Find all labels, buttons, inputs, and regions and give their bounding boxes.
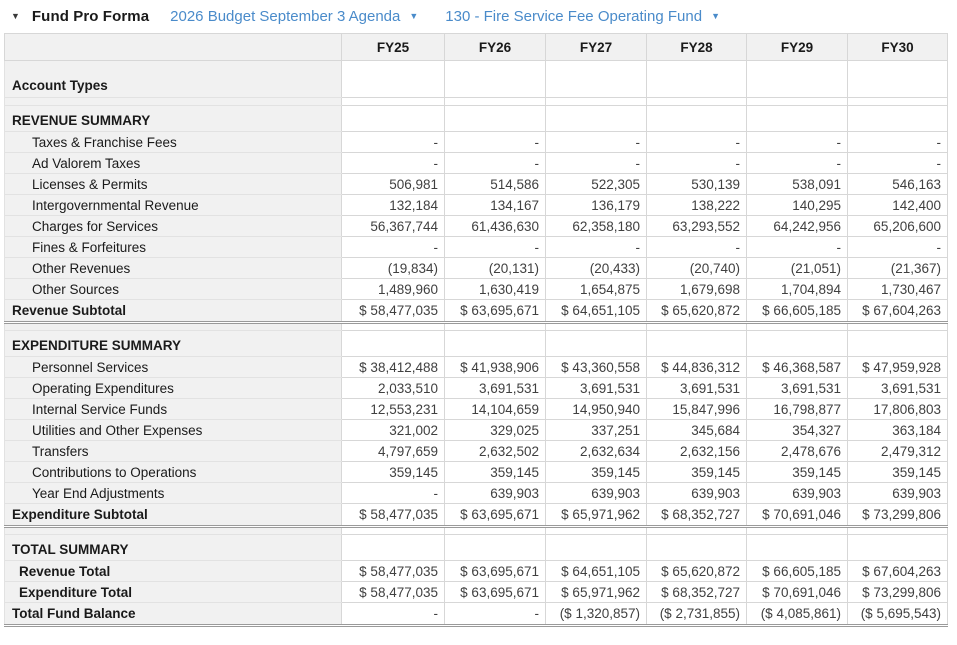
table-row — [5, 441, 948, 462]
cell-fy29 — [747, 331, 848, 357]
cell-fy25: 321,002 — [342, 420, 445, 441]
cell-fy29: 1,704,894 — [747, 279, 848, 300]
table-row — [5, 331, 948, 357]
cell-fy30: 142,400 — [848, 195, 948, 216]
cell-fy30: - — [848, 237, 948, 258]
toolbar — [0, 0, 957, 33]
cell-fy28 — [647, 535, 747, 561]
table-row — [5, 378, 948, 399]
cell-fy27: 359,145 — [546, 462, 647, 483]
column-header-fy28: FY28 — [647, 34, 747, 61]
cell-fy28: 359,145 — [647, 462, 747, 483]
cell-fy26: 2,632,502 — [445, 441, 546, 462]
row-label: Utilities and Other Expenses — [5, 420, 342, 441]
cell-fy30 — [848, 527, 948, 535]
cell-fy30: (21,367) — [848, 258, 948, 279]
cell-fy26 — [445, 61, 546, 98]
cell-fy26: - — [445, 153, 546, 174]
cell-fy30: - — [848, 132, 948, 153]
cell-fy29: (21,051) — [747, 258, 848, 279]
budget-selector-label: 2026 Budget September 3 Agenda — [170, 8, 401, 25]
row-label — [5, 527, 342, 535]
row-label: Taxes & Franchise Fees — [5, 132, 342, 153]
cell-fy29: $ 46,368,587 — [747, 357, 848, 378]
cell-fy29: 538,091 — [747, 174, 848, 195]
table-row — [5, 357, 948, 378]
cell-fy28: 639,903 — [647, 483, 747, 504]
cell-fy30: $ 47,959,928 — [848, 357, 948, 378]
cell-fy25: 2,033,510 — [342, 378, 445, 399]
cell-fy30: 363,184 — [848, 420, 948, 441]
cell-fy29 — [747, 61, 848, 98]
row-label: Year End Adjustments — [5, 483, 342, 504]
column-header-fy27: FY27 — [546, 34, 647, 61]
cell-fy26: - — [445, 603, 546, 626]
cell-fy29: 639,903 — [747, 483, 848, 504]
row-label: Expenditure Subtotal — [5, 504, 342, 527]
cell-fy27 — [546, 98, 647, 106]
table-row — [5, 216, 948, 237]
cell-fy29: 359,145 — [747, 462, 848, 483]
table-row — [5, 153, 948, 174]
cell-fy29: 16,798,877 — [747, 399, 848, 420]
cell-fy25: - — [342, 237, 445, 258]
cell-fy29: $ 66,605,185 — [747, 561, 848, 582]
cell-fy26 — [445, 527, 546, 535]
cell-fy26: - — [445, 237, 546, 258]
cell-fy28: - — [647, 153, 747, 174]
cell-fy30 — [848, 323, 948, 331]
row-label: Operating Expenditures — [5, 378, 342, 399]
cell-fy27 — [546, 61, 647, 98]
cell-fy30: 2,479,312 — [848, 441, 948, 462]
cell-fy27 — [546, 323, 647, 331]
cell-fy30: 17,806,803 — [848, 399, 948, 420]
table-row — [5, 300, 948, 323]
cell-fy30 — [848, 98, 948, 106]
chevron-down-icon: ▼ — [409, 11, 419, 21]
cell-fy28: 63,293,552 — [647, 216, 747, 237]
cell-fy30 — [848, 106, 948, 132]
row-label: Revenue Subtotal — [5, 300, 342, 323]
cell-fy27: 136,179 — [546, 195, 647, 216]
cell-fy29: 140,295 — [747, 195, 848, 216]
cell-fy26: 14,104,659 — [445, 399, 546, 420]
cell-fy25 — [342, 331, 445, 357]
cell-fy29 — [747, 527, 848, 535]
cell-fy28 — [647, 331, 747, 357]
cell-fy27: - — [546, 153, 647, 174]
cell-fy30: 65,206,600 — [848, 216, 948, 237]
cell-fy25: 359,145 — [342, 462, 445, 483]
cell-fy29 — [747, 98, 848, 106]
cell-fy26: 1,630,419 — [445, 279, 546, 300]
cell-fy27: $ 64,651,105 — [546, 300, 647, 323]
table-row — [5, 561, 948, 582]
cell-fy26: - — [445, 132, 546, 153]
cell-fy25: - — [342, 483, 445, 504]
cell-fy27 — [546, 535, 647, 561]
row-label: Account Types — [5, 61, 342, 98]
column-header-fy26: FY26 — [445, 34, 546, 61]
spacer-row — [5, 527, 948, 535]
table-row — [5, 106, 948, 132]
row-label — [5, 323, 342, 331]
table-row — [5, 258, 948, 279]
table-row — [5, 195, 948, 216]
cell-fy29: 64,242,956 — [747, 216, 848, 237]
cell-fy30: 639,903 — [848, 483, 948, 504]
cell-fy26 — [445, 323, 546, 331]
cell-fy25: 1,489,960 — [342, 279, 445, 300]
cell-fy25 — [342, 527, 445, 535]
cell-fy26 — [445, 106, 546, 132]
row-label: EXPENDITURE SUMMARY — [5, 331, 342, 357]
table-row — [5, 132, 948, 153]
cell-fy27: 14,950,940 — [546, 399, 647, 420]
cell-fy26: 639,903 — [445, 483, 546, 504]
cell-fy30: - — [848, 153, 948, 174]
cell-fy28: $ 44,836,312 — [647, 357, 747, 378]
cell-fy25 — [342, 61, 445, 98]
table-row — [5, 420, 948, 441]
table-row — [5, 462, 948, 483]
cell-fy28: - — [647, 237, 747, 258]
table-row — [5, 504, 948, 527]
cell-fy27: 1,654,875 — [546, 279, 647, 300]
row-label: Personnel Services — [5, 357, 342, 378]
spacer-row — [5, 98, 948, 106]
cell-fy27: - — [546, 132, 647, 153]
cell-fy28 — [647, 527, 747, 535]
cell-fy25: (19,834) — [342, 258, 445, 279]
cell-fy26: 134,167 — [445, 195, 546, 216]
cell-fy29: 354,327 — [747, 420, 848, 441]
cell-fy29 — [747, 535, 848, 561]
cell-fy29: $ 70,691,046 — [747, 582, 848, 603]
cell-fy28 — [647, 323, 747, 331]
cell-fy29: 3,691,531 — [747, 378, 848, 399]
cell-fy29: $ 70,691,046 — [747, 504, 848, 527]
cell-fy27: 337,251 — [546, 420, 647, 441]
budget-selector-dropdown[interactable] — [170, 8, 418, 25]
cell-fy26: $ 63,695,671 — [445, 504, 546, 527]
cell-fy30: $ 67,604,263 — [848, 561, 948, 582]
cell-fy27: $ 64,651,105 — [546, 561, 647, 582]
cell-fy26: $ 63,695,671 — [445, 300, 546, 323]
cell-fy27 — [546, 527, 647, 535]
table-row — [5, 582, 948, 603]
cell-fy25: 506,981 — [342, 174, 445, 195]
fund-selector-label: 130 - Fire Service Fee Operating Fund — [445, 8, 703, 25]
table-row — [5, 399, 948, 420]
cell-fy26: 61,436,630 — [445, 216, 546, 237]
fund-selector-dropdown[interactable] — [445, 8, 720, 25]
cell-fy25 — [342, 535, 445, 561]
cell-fy27: (20,433) — [546, 258, 647, 279]
column-header-fy25: FY25 — [342, 34, 445, 61]
cell-fy28: - — [647, 132, 747, 153]
cell-fy28 — [647, 106, 747, 132]
cell-fy28: 15,847,996 — [647, 399, 747, 420]
row-label: Transfers — [5, 441, 342, 462]
cell-fy30 — [848, 535, 948, 561]
collapse-caret-icon[interactable]: ▼ — [11, 11, 20, 21]
cell-fy26: 359,145 — [445, 462, 546, 483]
cell-fy27: 3,691,531 — [546, 378, 647, 399]
row-label: Contributions to Operations — [5, 462, 342, 483]
row-label: Intergovernmental Revenue — [5, 195, 342, 216]
cell-fy29 — [747, 106, 848, 132]
cell-fy29: 2,478,676 — [747, 441, 848, 462]
cell-fy30 — [848, 331, 948, 357]
cell-fy25 — [342, 106, 445, 132]
cell-fy26: (20,131) — [445, 258, 546, 279]
spacer-row — [5, 323, 948, 331]
cell-fy27: $ 65,971,962 — [546, 582, 647, 603]
cell-fy28: 3,691,531 — [647, 378, 747, 399]
cell-fy28: 2,632,156 — [647, 441, 747, 462]
row-label: Other Sources — [5, 279, 342, 300]
cell-fy28: $ 68,352,727 — [647, 504, 747, 527]
row-label: Revenue Total — [5, 561, 342, 582]
cell-fy26: $ 41,938,906 — [445, 357, 546, 378]
row-label: REVENUE SUMMARY — [5, 106, 342, 132]
cell-fy28: 530,139 — [647, 174, 747, 195]
cell-fy25 — [342, 323, 445, 331]
cell-fy25: $ 38,412,488 — [342, 357, 445, 378]
cell-fy25: 132,184 — [342, 195, 445, 216]
cell-fy25: $ 58,477,035 — [342, 561, 445, 582]
cell-fy30: ($ 5,695,543) — [848, 603, 948, 626]
table-row — [5, 279, 948, 300]
cell-fy25: 4,797,659 — [342, 441, 445, 462]
cell-fy25: - — [342, 153, 445, 174]
cell-fy25: - — [342, 132, 445, 153]
table-row — [5, 535, 948, 561]
cell-fy25: 12,553,231 — [342, 399, 445, 420]
cell-fy25: 56,367,744 — [342, 216, 445, 237]
cell-fy30 — [848, 61, 948, 98]
cell-fy26 — [445, 535, 546, 561]
cell-fy29: - — [747, 153, 848, 174]
corner-header-cell — [5, 34, 342, 61]
cell-fy25: $ 58,477,035 — [342, 504, 445, 527]
pro-forma-table — [4, 33, 948, 627]
cell-fy26: 514,586 — [445, 174, 546, 195]
table-row — [5, 237, 948, 258]
row-label: Expenditure Total — [5, 582, 342, 603]
cell-fy28: ($ 2,731,855) — [647, 603, 747, 626]
cell-fy27 — [546, 106, 647, 132]
cell-fy28: (20,740) — [647, 258, 747, 279]
table-row — [5, 603, 948, 626]
row-label: Licenses & Permits — [5, 174, 342, 195]
cell-fy30: $ 67,604,263 — [848, 300, 948, 323]
column-header-fy30: FY30 — [848, 34, 948, 61]
row-label — [5, 98, 342, 106]
table-row — [5, 174, 948, 195]
cell-fy27: 62,358,180 — [546, 216, 647, 237]
cell-fy28 — [647, 61, 747, 98]
page-title: Fund Pro Forma — [31, 8, 150, 25]
cell-fy28: 138,222 — [647, 195, 747, 216]
cell-fy30: $ 73,299,806 — [848, 582, 948, 603]
cell-fy25: $ 58,477,035 — [342, 300, 445, 323]
cell-fy29: ($ 4,085,861) — [747, 603, 848, 626]
cell-fy28: 1,679,698 — [647, 279, 747, 300]
cell-fy28: 345,684 — [647, 420, 747, 441]
cell-fy30: $ 73,299,806 — [848, 504, 948, 527]
column-header-fy29: FY29 — [747, 34, 848, 61]
cell-fy30: 3,691,531 — [848, 378, 948, 399]
row-label: Other Revenues — [5, 258, 342, 279]
cell-fy29 — [747, 323, 848, 331]
chevron-down-icon: ▼ — [711, 11, 720, 21]
cell-fy27: $ 65,971,962 — [546, 504, 647, 527]
cell-fy30: 546,163 — [848, 174, 948, 195]
row-label: Charges for Services — [5, 216, 342, 237]
cell-fy25: $ 58,477,035 — [342, 582, 445, 603]
cell-fy27: 2,632,634 — [546, 441, 647, 462]
cell-fy28: $ 65,620,872 — [647, 300, 747, 323]
cell-fy28: $ 68,352,727 — [647, 582, 747, 603]
row-label: Total Fund Balance — [5, 603, 342, 626]
cell-fy27: - — [546, 237, 647, 258]
cell-fy26: $ 63,695,671 — [445, 582, 546, 603]
cell-fy29: $ 66,605,185 — [747, 300, 848, 323]
cell-fy29: - — [747, 132, 848, 153]
cell-fy27: $ 43,360,558 — [546, 357, 647, 378]
cell-fy25 — [342, 98, 445, 106]
cell-fy28: $ 65,620,872 — [647, 561, 747, 582]
cell-fy26: 3,691,531 — [445, 378, 546, 399]
cell-fy30: 359,145 — [848, 462, 948, 483]
cell-fy26: $ 63,695,671 — [445, 561, 546, 582]
cell-fy27: ($ 1,320,857) — [546, 603, 647, 626]
cell-fy28 — [647, 98, 747, 106]
cell-fy30: 1,730,467 — [848, 279, 948, 300]
row-label: Fines & Forfeitures — [5, 237, 342, 258]
cell-fy27: 522,305 — [546, 174, 647, 195]
cell-fy29: - — [747, 237, 848, 258]
table-row — [5, 483, 948, 504]
cell-fy25: - — [342, 603, 445, 626]
row-label: TOTAL SUMMARY — [5, 535, 342, 561]
row-label: Ad Valorem Taxes — [5, 153, 342, 174]
row-label: Internal Service Funds — [5, 399, 342, 420]
cell-fy26 — [445, 98, 546, 106]
cell-fy26 — [445, 331, 546, 357]
cell-fy27 — [546, 331, 647, 357]
cell-fy27: 639,903 — [546, 483, 647, 504]
cell-fy26: 329,025 — [445, 420, 546, 441]
table-row — [5, 61, 948, 98]
column-header-row — [5, 34, 948, 61]
